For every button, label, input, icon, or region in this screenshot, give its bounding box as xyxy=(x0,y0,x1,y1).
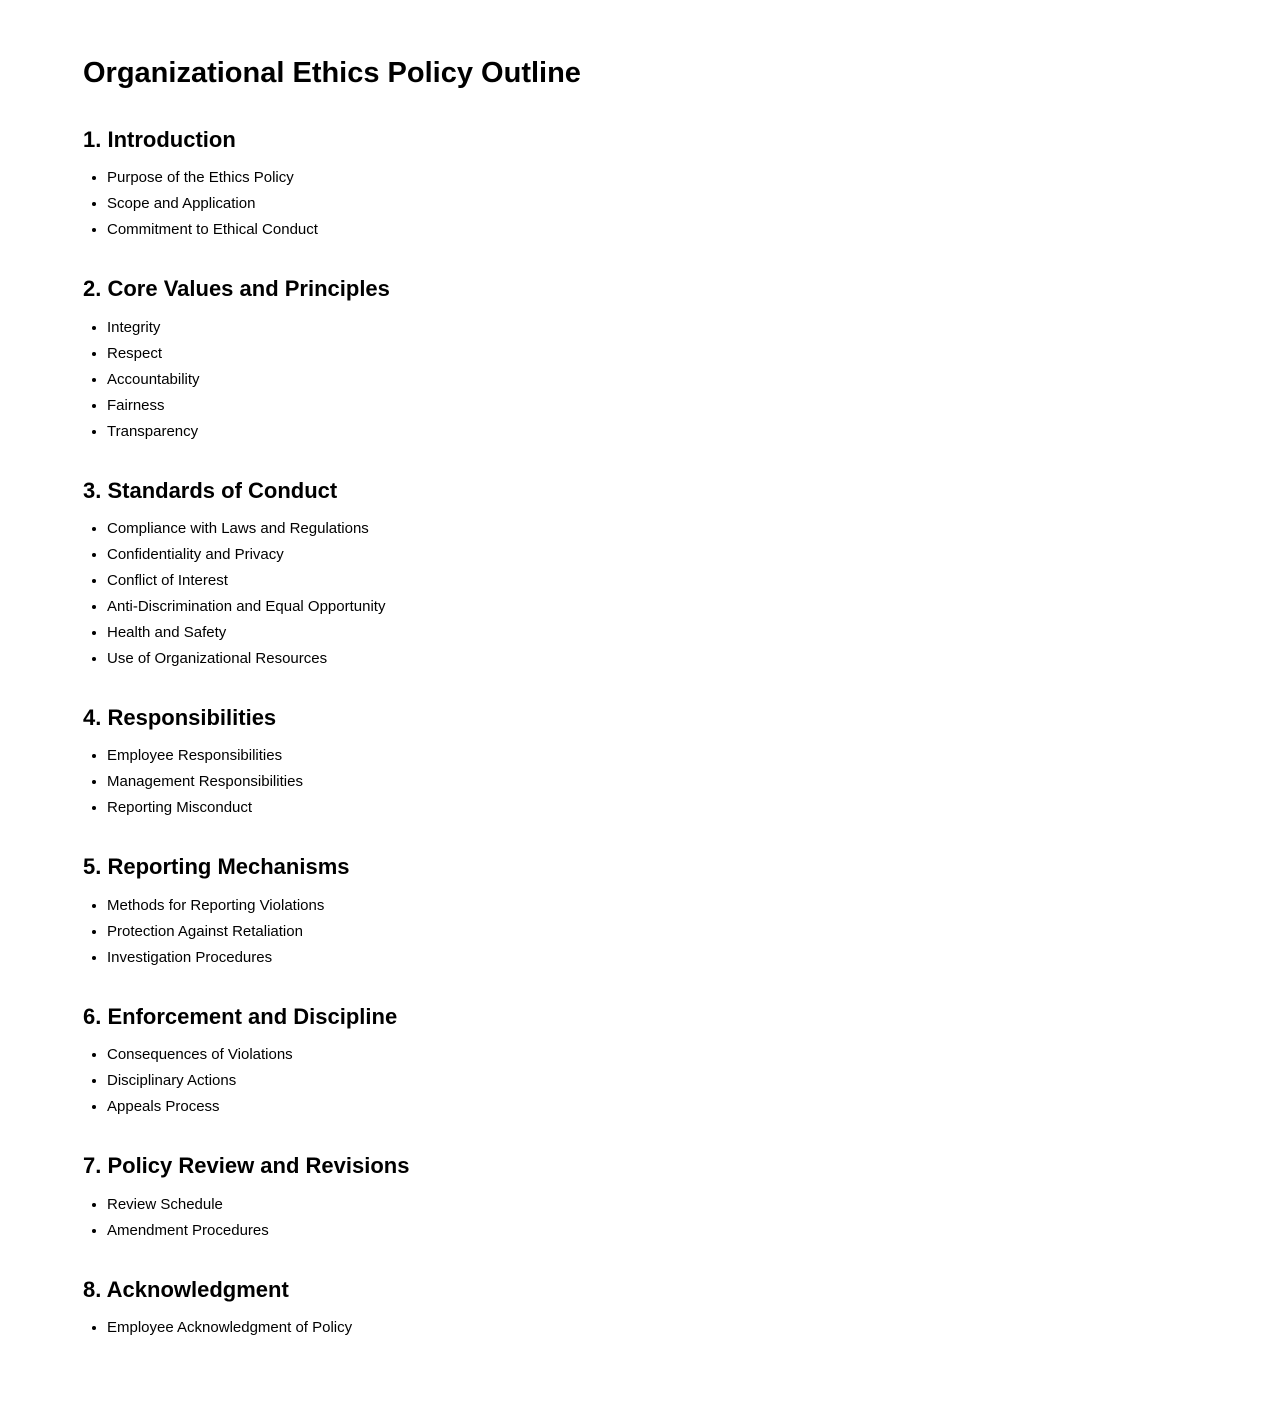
list-item: • Review Schedule xyxy=(107,1194,1203,1215)
section-list xyxy=(83,895,1203,968)
section-heading: 3. Standards of Conduct xyxy=(83,477,338,503)
list-item: • Respect xyxy=(107,343,1203,364)
section-heading: 1. Introduction xyxy=(83,126,236,152)
list-item: • Integrity xyxy=(107,317,1203,338)
section-heading: 5. Reporting Mechanisms xyxy=(83,854,350,880)
list-item: • Employee Responsibilities xyxy=(107,745,1203,766)
list-item: • Protection Against Retaliation xyxy=(107,921,1203,942)
section-list xyxy=(83,518,1203,669)
list-item: • Accountability xyxy=(107,369,1203,390)
list-item: • Consequences of Violations xyxy=(107,1044,1203,1065)
section-heading: 8. Acknowledgment xyxy=(83,1276,289,1302)
section-list xyxy=(83,745,1203,818)
section-heading: 6. Enforcement and Discipline xyxy=(83,1003,398,1029)
list-item: • Anti-Discrimination and Equal Opportunity xyxy=(107,596,1203,617)
section-heading: 4. Responsibilities xyxy=(83,704,277,730)
section-list xyxy=(83,1194,1203,1241)
page-title: Organizational Ethics Policy Outline xyxy=(83,57,581,89)
list-item: • Amendment Procedures xyxy=(107,1220,1203,1241)
section-list xyxy=(83,167,1203,240)
list-item: • Employee Acknowledgment of Policy xyxy=(107,1317,1203,1338)
section-list xyxy=(83,1044,1203,1117)
list-item: • Scope and Application xyxy=(107,193,1203,214)
section-heading: 2. Core Values and Principles xyxy=(83,276,390,302)
list-item: • Confidentiality and Privacy xyxy=(107,544,1203,565)
section-list xyxy=(83,1317,1203,1338)
list-item: • Methods for Reporting Violations xyxy=(107,895,1203,916)
list-item: • Use of Organizational Resources xyxy=(107,648,1203,669)
list-item: • Transparency xyxy=(107,421,1203,442)
list-item: • Management Responsibilities xyxy=(107,771,1203,792)
list-item: • Investigation Procedures xyxy=(107,947,1203,968)
section-list xyxy=(83,317,1203,442)
list-item: • Fairness xyxy=(107,395,1203,416)
list-item: • Compliance with Laws and Regulations xyxy=(107,518,1203,539)
list-item: • Commitment to Ethical Conduct xyxy=(107,219,1203,240)
list-item: • Disciplinary Actions xyxy=(107,1070,1203,1091)
list-item: • Health and Safety xyxy=(107,622,1203,643)
list-item: • Purpose of the Ethics Policy xyxy=(107,167,1203,188)
list-item: • Conflict of Interest xyxy=(107,570,1203,591)
section-heading: 7. Policy Review and Revisions xyxy=(83,1153,410,1179)
list-item: • Reporting Misconduct xyxy=(107,797,1203,818)
list-item: • Appeals Process xyxy=(107,1096,1203,1117)
sections-container xyxy=(83,127,1203,1338)
